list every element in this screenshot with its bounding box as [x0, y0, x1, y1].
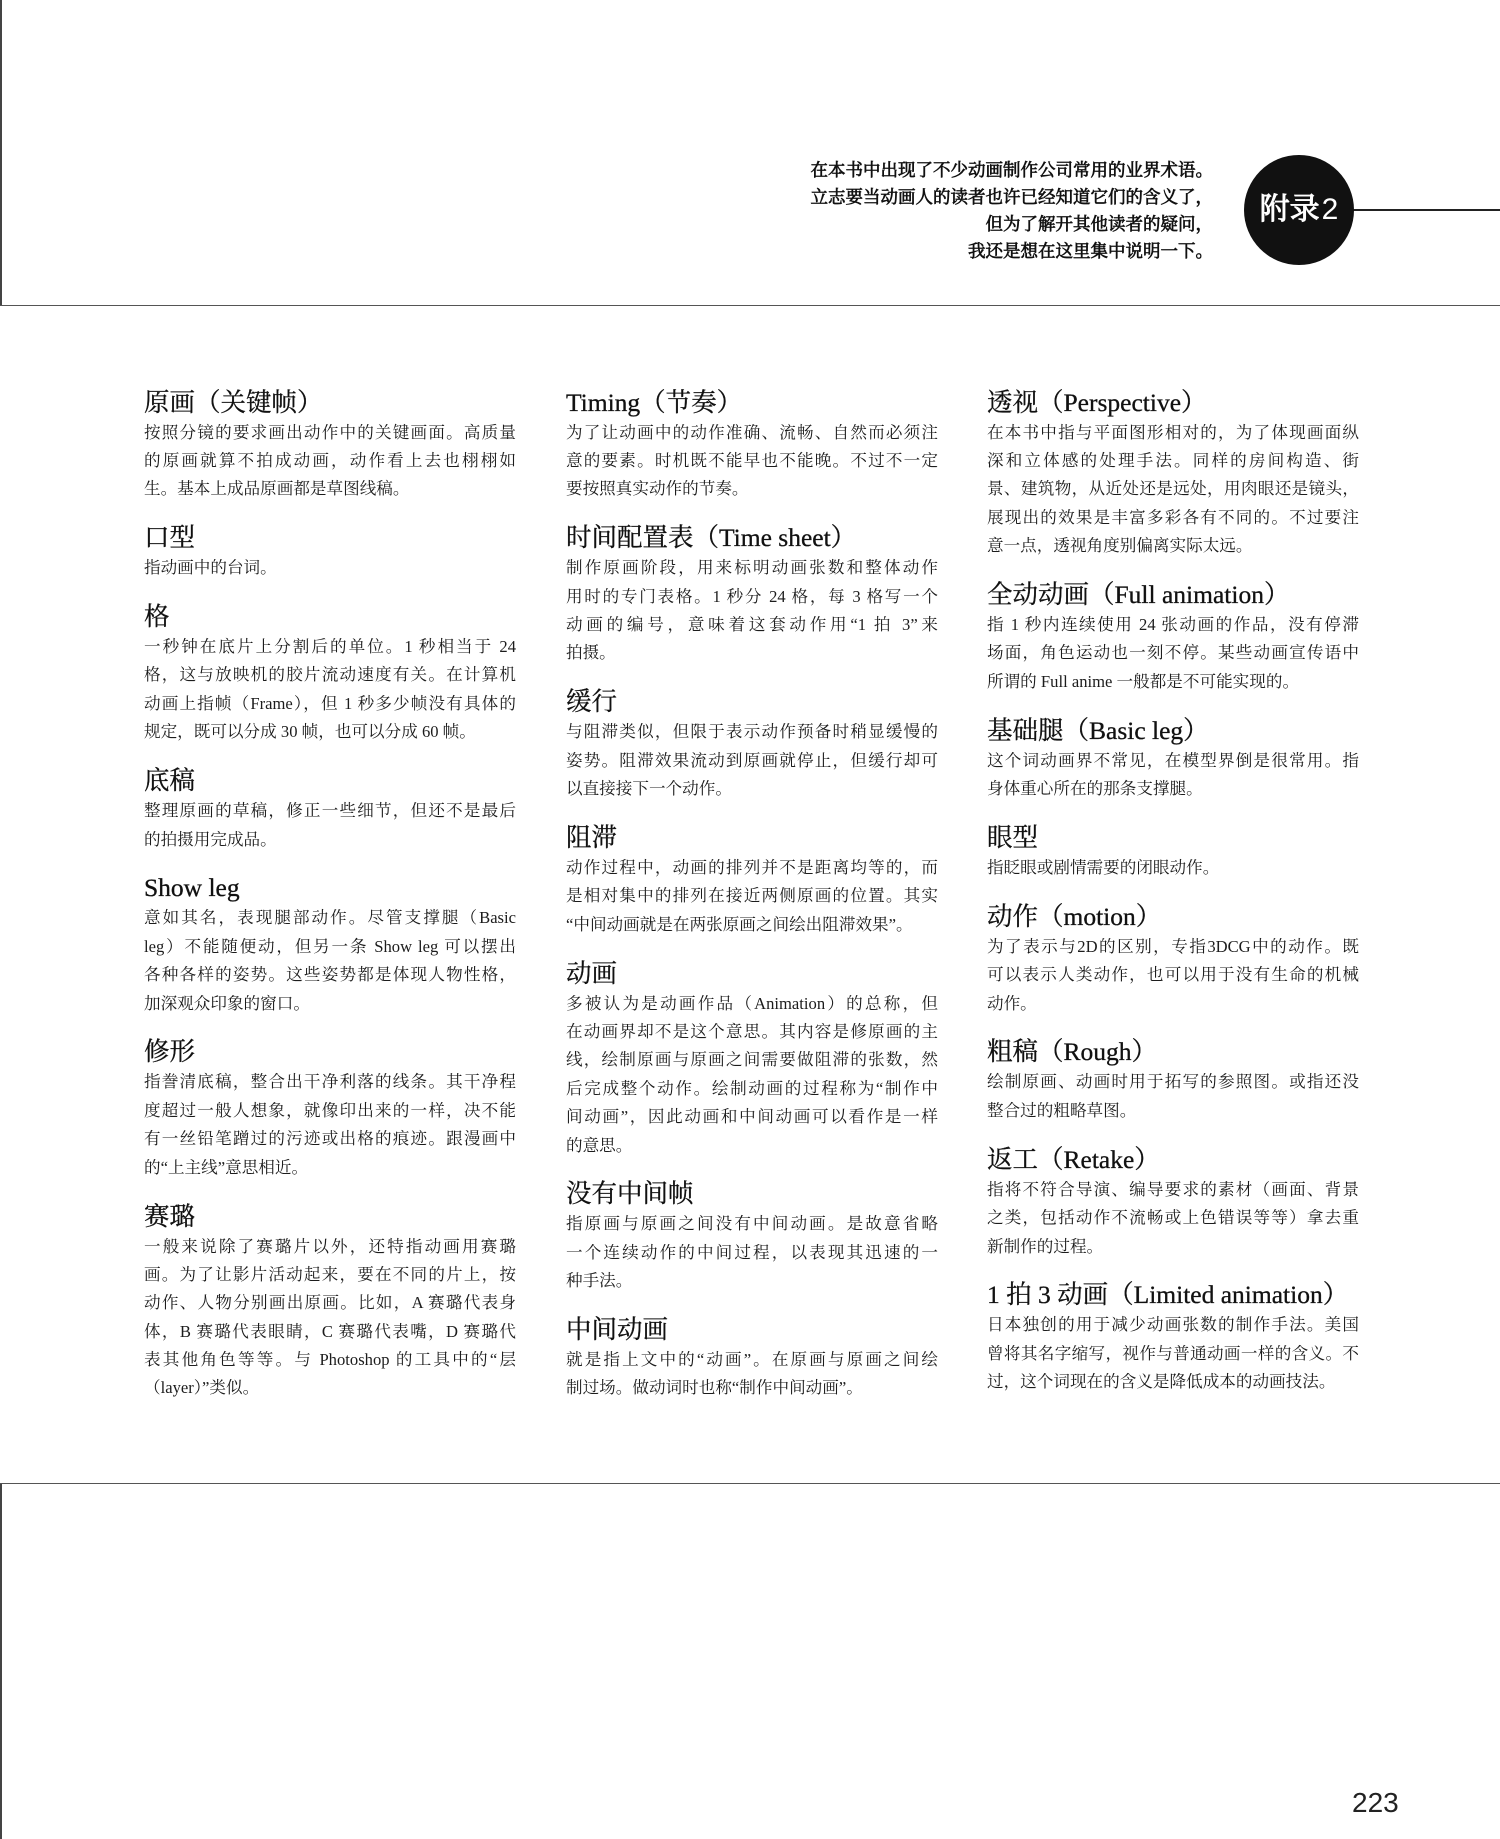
definition-line: 的原画就算不拍成动画，动作看上去也栩栩如 [144, 450, 516, 470]
glossary-entry [144, 521, 516, 582]
definition-line: 的拍摄用完成品。 [144, 829, 277, 849]
definition-line: 拍摄。 [566, 643, 616, 663]
term-heading: 原画（关键帧） [144, 387, 323, 417]
definition-line: 整理原画的草稿，修正一些细节，但还不是最后 [144, 801, 516, 821]
definition-line: leg）不能随便动，但另一条 Show leg 可以摆出 [144, 936, 516, 956]
definition-line: 一般来说除了赛璐片以外，还特指动画用赛璐 [144, 1236, 516, 1256]
glossary-column-3 [987, 386, 1359, 1415]
glossary-entry [987, 1278, 1359, 1396]
glossary-entry [987, 821, 1359, 882]
definition-line: 可以表示人类动作，也可以用于没有生命的机械 [987, 965, 1359, 985]
glossary-entry [987, 1035, 1359, 1125]
term-heading: 口型 [144, 523, 196, 553]
definition-line: 按照分镜的要求画出动作中的关键画面。高质量 [144, 422, 516, 442]
glossary-entry [144, 871, 516, 1018]
term-heading: 赛璐 [144, 1201, 196, 1231]
definition-line: 体，B 赛璐代表眼睛，C 赛璐代表嘴，D 赛璐代 [144, 1321, 516, 1341]
definition-line: 展现出的效果是丰富多彩各有不同的。不过要注 [987, 507, 1359, 527]
definition-line: （layer）”类似。 [144, 1378, 260, 1398]
definition-line: 一秒钟在底片上分割后的单位。1 秒相当于 24 [144, 637, 516, 657]
term-heading: 返工（Retake） [987, 1144, 1160, 1174]
definition-line: 之类，包括动作不流畅或上色错误等等）拿去重 [987, 1208, 1359, 1228]
term-heading: 格 [144, 602, 170, 632]
glossary-entry [987, 386, 1359, 561]
glossary-entry [566, 521, 938, 668]
definition-line: 意如其名，表现腿部动作。尽管支撑腿（Basic [144, 908, 516, 928]
page-number: 223 [1352, 1787, 1399, 1818]
definition-line: 意一点，透视角度别偏离实际太远。 [987, 536, 1253, 556]
definition-line: 绘制原画、动画时用于拓写的参照图。或指还没 [987, 1072, 1359, 1092]
appendix-badge [1244, 155, 1354, 265]
glossary-entry [566, 821, 938, 939]
term-heading: 1 拍 3 动画（Limited animation） [987, 1280, 1349, 1310]
definition-line: 加深观众印象的窗口。 [144, 993, 310, 1013]
definition-line: 的意思。 [566, 1135, 633, 1155]
term-heading: 眼型 [987, 822, 1039, 852]
definition-line: 指眨眼或剧情需要的闭眼动作。 [987, 857, 1220, 877]
definition-line: 场面，角色运动也一刻不停。某些动画宣传语中 [987, 643, 1359, 663]
definition-line: 整合过的粗略草图。 [987, 1100, 1137, 1120]
definition-line: 有一丝铅笔蹭过的污迹或出格的痕迹。跟漫画中 [144, 1129, 516, 1149]
term-heading: 没有中间帧 [566, 1179, 694, 1209]
intro-note [780, 157, 1213, 265]
definition-line: 动作。 [987, 993, 1037, 1013]
left-edge-line-top [0, 0, 2, 306]
top-divider [0, 305, 1500, 306]
term-heading: Timing（节奏） [566, 387, 743, 417]
definition-line: 动画的编号，意味着这套动作用“1 拍 3”来 [566, 614, 938, 634]
term-heading: 中间动画 [566, 1315, 669, 1345]
term-heading: 透视（Perspective） [987, 387, 1207, 417]
term-heading: 全动动画（Full animation） [987, 579, 1290, 609]
glossary-entry [987, 714, 1359, 804]
intro-line: 在本书中出现了不少动画制作公司常用的业界术语。 [810, 160, 1213, 180]
definition-line: 为了让动画中的动作准确、流畅、自然而必须注 [566, 422, 938, 442]
definition-line: 指原画与原画之间没有中间动画。是故意省略 [566, 1214, 938, 1234]
definition-line: 意的要素。时机既不能早也不能晚。不过不一定 [566, 450, 938, 470]
definition-line: 曾将其名字缩写，视作与普通动画一样的含义。不 [987, 1343, 1359, 1363]
glossary-entry [566, 386, 938, 504]
glossary-column-1 [144, 386, 516, 1421]
definition-line: 身体重心所在的那条支撑腿。 [987, 779, 1203, 799]
definition-line: 姿势。阻滞效果流动到原画就停止，但缓行却可 [566, 750, 938, 770]
definition-line: 各种各样的姿势。这些姿势都是体现人物性格， [144, 965, 516, 985]
definition-line: 所谓的 Full anime 一般都是不可能实现的。 [987, 671, 1300, 691]
term-heading: 动画 [566, 958, 618, 988]
glossary-entry [566, 685, 938, 803]
term-heading: 时间配置表（Time sheet） [566, 523, 857, 553]
term-heading: 阻滞 [566, 822, 618, 852]
glossary-entry [144, 1035, 516, 1182]
term-heading: 基础腿（Basic leg） [987, 715, 1209, 745]
definition-line: 动作、人物分别画出原画。比如，A 赛璐代表身 [144, 1293, 516, 1313]
term-heading: Show leg [144, 873, 240, 903]
definition-line: 新制作的过程。 [987, 1236, 1104, 1256]
definition-line: 在本书中指与平面图形相对的，为了体现画面纵 [987, 422, 1359, 442]
definition-line: 格，这与放映机的胶片流动速度有关。在计算机 [144, 665, 516, 685]
definition-line: 要按照真实动作的节奏。 [566, 479, 749, 499]
definition-line: 后完成整个动作。绘制动画的过程称为“制作中 [566, 1078, 938, 1098]
glossary-entry [987, 1143, 1359, 1261]
definition-line: 与阻滞类似，但限于表示动作预备时稍显缓慢的 [566, 722, 938, 742]
definition-line: 为了表示与2D的区别，专指3DCG中的动作。既 [987, 936, 1359, 956]
glossary-column-2 [566, 386, 938, 1421]
definition-line: 多被认为是动画作品（Animation）的总称，但 [566, 993, 938, 1013]
glossary-entry [144, 600, 516, 747]
definition-line: 深和立体感的处理手法。同样的房间构造、街 [987, 450, 1359, 470]
term-heading: 粗稿（Rough） [987, 1037, 1158, 1067]
definition-line: 景、建筑物，从近处还是远处，用肉眼还是镜头， [987, 479, 1359, 499]
definition-line: “中间动画就是在两张原画之间绘出阻滞效果”。 [566, 914, 913, 934]
definition-line: 是相对集中的排列在接近两侧原画的位置。其实 [566, 886, 938, 906]
glossary-entry [144, 764, 516, 854]
definition-line: 以直接接下一个动作。 [566, 779, 732, 799]
glossary-entry [987, 578, 1359, 696]
definition-line: 在动画界却不是这个意思。其内容是修原画的主 [566, 1021, 938, 1041]
definition-line: 动作过程中，动画的排列并不是距离均等的，而 [566, 857, 938, 877]
glossary-entry [566, 957, 938, 1160]
definition-line: 动画上指帧（Frame），但 1 秒多少帧没有具体的 [144, 693, 516, 713]
definition-line: 画。为了让影片活动起来，要在不同的片上，按 [144, 1264, 516, 1284]
definition-line: 度超过一般人想象，就像印出来的一样，决不能 [144, 1100, 516, 1120]
definition-line: 用时的专门表格。1 秒分 24 格，每 3 格写一个 [566, 586, 938, 606]
appendix-badge-number: 2 [1321, 193, 1339, 226]
appendix-badge-label: 附录 [1259, 193, 1320, 226]
glossary-entry [566, 1313, 938, 1403]
left-edge-line-bottom [0, 1483, 2, 1839]
intro-line: 但为了解开其他读者的疑问， [985, 214, 1213, 234]
term-heading: 修形 [144, 1037, 196, 1067]
definition-line: 表其他角色等等。与 Photoshop 的工具中的“层 [144, 1350, 516, 1370]
definition-line: 指 1 秒内连续使用 24 张动画的作品，没有停滞 [987, 614, 1359, 634]
definition-line: 制作原画阶段，用来标明动画张数和整体动作 [566, 558, 938, 578]
term-heading: 缓行 [566, 687, 618, 717]
intro-line: 我还是想在这里集中说明一下。 [968, 241, 1213, 261]
glossary-entry [144, 386, 516, 504]
definition-line: 指将不符合导演、编导要求的素材（画面、背景 [987, 1179, 1359, 1199]
bottom-divider [0, 1483, 1500, 1484]
definition-line: 过，这个词现在的含义是降低成本的动画技法。 [987, 1372, 1336, 1392]
definition-line: 线，绘制原画与原画之间需要做阻滞的张数，然 [566, 1050, 938, 1070]
term-heading: 底稿 [144, 766, 196, 796]
term-heading: 动作（motion） [987, 901, 1162, 931]
glossary-entry [144, 1200, 516, 1403]
definition-line: 规定，既可以分成 30 帧，也可以分成 60 帧。 [144, 722, 476, 742]
definition-line: 就是指上文中的“动画”。在原画与原画之间绘 [566, 1350, 938, 1370]
definition-line: 这个词动画界不常见，在模型界倒是很常用。指 [987, 750, 1359, 770]
intro-line: 立志要当动画人的读者也许已经知道它们的含义了， [810, 187, 1213, 207]
definition-line: 一个连续动作的中间过程，以表现其迅速的一 [566, 1242, 938, 1262]
definition-line: 制过场。做动词时也称“制作中间动画”。 [566, 1378, 863, 1398]
definition-line: 种手法。 [566, 1271, 633, 1291]
glossary-entry [987, 900, 1359, 1018]
definition-line: 日本独创的用于减少动画张数的制作手法。美国 [987, 1315, 1359, 1335]
definition-line: 的“上主线”意思相近。 [144, 1157, 309, 1177]
definition-line: 指动画中的台词。 [144, 558, 277, 578]
definition-line: 生。基本上成品原画都是草图线稿。 [144, 479, 410, 499]
definition-line: 间动画”，因此动画和中间动画可以看作是一样 [566, 1107, 938, 1127]
glossary-entry [566, 1177, 938, 1295]
definition-line: 指誊清底稿，整合出干净利落的线条。其干净程 [144, 1072, 516, 1092]
